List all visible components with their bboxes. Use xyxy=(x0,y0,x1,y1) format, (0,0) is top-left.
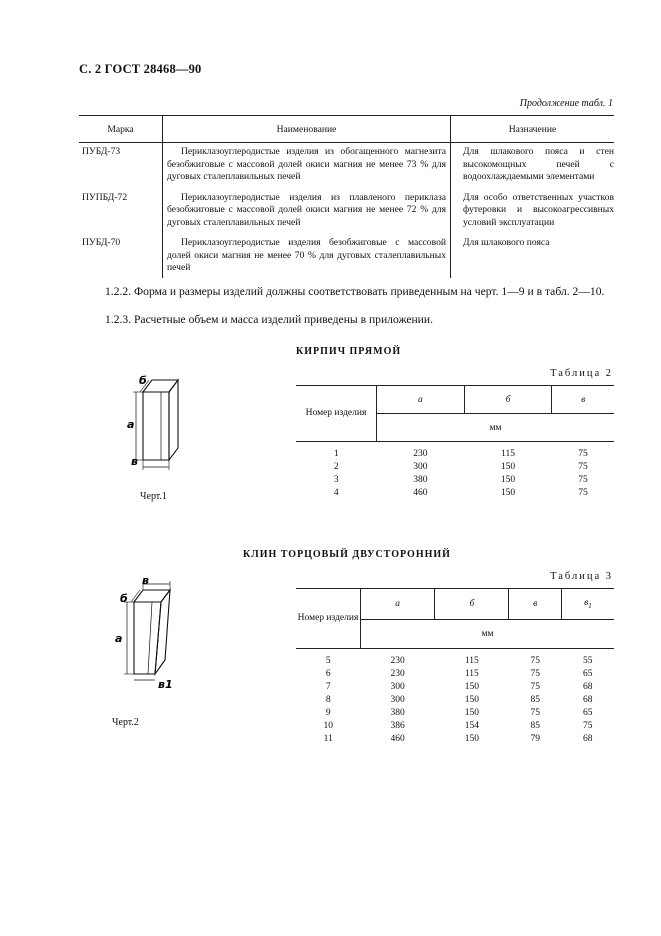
cell: 300 xyxy=(390,695,405,705)
table-2-label: Таблица 2 xyxy=(550,368,613,379)
cell: 150 xyxy=(500,462,516,472)
wedge-top-face xyxy=(134,590,170,602)
section-title-brick: КИРПИЧ ПРЯМОЙ xyxy=(296,346,402,357)
cell: 380 xyxy=(390,708,405,718)
unit-mm: мм xyxy=(377,414,615,442)
wedge-front-face xyxy=(134,602,161,674)
cell: 7 xyxy=(325,682,331,692)
brick-front-face xyxy=(143,392,169,460)
cell: 115 xyxy=(464,656,479,666)
col-v: в xyxy=(509,589,562,620)
cell: 5 xyxy=(325,656,331,666)
col-a: а xyxy=(377,386,465,414)
label-b: б xyxy=(120,592,128,605)
cell: 65 xyxy=(582,669,593,679)
cell: 65 xyxy=(582,708,593,718)
paragraph-1-2-2: 1.2.2. Форма и размеры изделий должны соответствовать приведенным на черт. 1—9 и в табл. 2—10. xyxy=(105,285,605,298)
header-purpose: Назначение xyxy=(451,116,615,143)
brick-side-face xyxy=(169,380,178,460)
cell: 150 xyxy=(500,488,516,498)
table-3-label: Таблица 3 xyxy=(550,571,613,582)
table-row xyxy=(296,448,614,461)
wedge-drawing xyxy=(110,572,185,690)
table-continuation-label: Продолжение табл. 1 xyxy=(519,98,613,109)
cell: 115 xyxy=(501,449,515,459)
label-v: в xyxy=(142,574,149,587)
col-v1: $в_1$ xyxy=(561,589,614,620)
table-row xyxy=(79,143,614,189)
cell: 115 xyxy=(464,669,479,679)
figure-2-caption: Черт.2 xyxy=(112,717,139,728)
cell: 75 xyxy=(530,708,540,718)
page-header: С. 2 ГОСТ 28468—90 xyxy=(79,62,202,76)
paragraph-1-2-3: 1.2.3. Расчетные объем и масса изделий приведены в приложении. xyxy=(105,313,433,326)
cell: 150 xyxy=(464,734,479,744)
brick-drawing xyxy=(125,372,195,477)
label-a: а xyxy=(127,418,135,431)
cell: 300 xyxy=(413,462,428,472)
cell: 460 xyxy=(413,488,428,498)
cell: 10 xyxy=(323,721,333,731)
cell: 85 xyxy=(530,721,540,731)
brick-top-face xyxy=(143,380,178,392)
purpose-cell: Для шлакового пояса и стен высокомощных печей с водоохлаждаемыми элементами xyxy=(463,146,614,182)
purpose-cell: Для особо ответственных участков футеровки и высокоагрессивных условий эксплуатации xyxy=(463,191,614,228)
cell: 386 xyxy=(390,721,405,731)
purpose-cell: Для шлакового пояса xyxy=(463,237,550,248)
table-row xyxy=(296,733,614,746)
name-cell: Периклазоуглеродистые изделия безобжиговые с массовой долей окиси магния не менее 70 % для дуговых сталеплавильных печей xyxy=(163,234,451,278)
table-1-header-row xyxy=(79,116,614,143)
cell: 2 xyxy=(333,462,339,472)
cell: 380 xyxy=(413,475,428,485)
table-row xyxy=(296,668,614,681)
cell: 68 xyxy=(582,695,593,705)
mark-cell: ПУПБД-72 xyxy=(79,189,163,235)
col-a: а xyxy=(361,589,435,620)
cell: 4 xyxy=(333,488,339,498)
name-cell: Периклазоуглеродистые изделия из плавленого периклаза безобжиговые с массовой долей окиси магния не менее 72 % для дуговых сталеплавильных печей xyxy=(163,189,451,235)
cell: 11 xyxy=(323,734,333,744)
col-item-number: Номер изделия xyxy=(296,386,377,442)
table-row xyxy=(296,655,614,668)
cell: 230 xyxy=(413,449,428,459)
cell: 79 xyxy=(530,734,540,744)
table-row xyxy=(296,681,614,694)
col-item-number: Номер изделия xyxy=(296,589,361,649)
unit-mm: мм xyxy=(361,620,615,649)
table-2 xyxy=(296,385,614,500)
name-cell: Периклазоуглеродистые изделия из обогащенного магнезита безобжиговые с массовой долей окиси магния не менее 73 % для дуговых сталеплавильных печей xyxy=(163,143,451,189)
cell: 9 xyxy=(325,708,331,718)
label-v: в xyxy=(131,455,138,468)
mark-cell: ПУБД-73 xyxy=(79,143,163,189)
mark-cell: ПУБД-70 xyxy=(79,234,163,278)
cell: 230 xyxy=(390,656,405,666)
cell: 230 xyxy=(390,669,405,679)
cell: 1 xyxy=(333,449,339,459)
cell: 75 xyxy=(530,669,540,679)
cell: 85 xyxy=(530,695,540,705)
table-1 xyxy=(79,115,614,278)
header-name: Наименование xyxy=(163,116,451,143)
table-row xyxy=(296,707,614,720)
cell: 55 xyxy=(582,656,593,666)
wedge-side-face xyxy=(155,590,170,674)
cell: 8 xyxy=(325,695,331,705)
figure-1-caption: Черт.1 xyxy=(140,491,167,502)
cell: 150 xyxy=(464,682,479,692)
table-row xyxy=(296,694,614,707)
table-row xyxy=(79,234,614,278)
col-v: в xyxy=(552,386,614,414)
cell: 3 xyxy=(333,475,339,485)
col-b: б xyxy=(464,386,552,414)
label-b: б xyxy=(139,374,147,387)
cell: 460 xyxy=(390,734,405,744)
table-row xyxy=(296,487,614,500)
table-row xyxy=(296,720,614,733)
cell: 154 xyxy=(464,721,479,731)
table-row xyxy=(296,461,614,474)
cell: 68 xyxy=(582,682,593,692)
label-a: а xyxy=(115,632,123,645)
cell: 150 xyxy=(464,695,479,705)
table-row xyxy=(296,474,614,487)
cell: 75 xyxy=(578,462,588,472)
cell: 75 xyxy=(530,656,540,666)
table-3 xyxy=(296,588,614,746)
cell: 6 xyxy=(325,669,331,679)
header-mark: Марка xyxy=(79,116,163,143)
cell: 75 xyxy=(582,721,593,731)
cell: 75 xyxy=(578,475,588,485)
label-v1: в1 xyxy=(158,678,173,690)
cell: 300 xyxy=(390,682,405,692)
cell: 75 xyxy=(578,449,588,459)
cell: 150 xyxy=(464,708,479,718)
table-row xyxy=(79,189,614,235)
col-b: б xyxy=(435,589,509,620)
cell: 150 xyxy=(500,475,516,485)
cell: 75 xyxy=(578,488,588,498)
cell: 75 xyxy=(530,682,540,692)
section-title-wedge: КЛИН ТОРЦОВЫЙ ДВУСТОРОННИЙ xyxy=(243,549,451,560)
cell: 68 xyxy=(582,734,593,744)
